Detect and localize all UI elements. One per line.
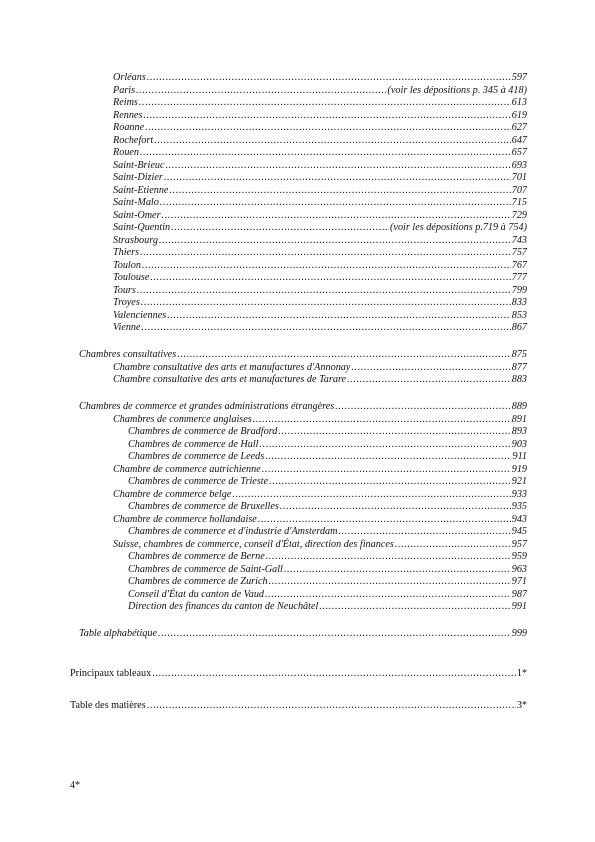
toc-entry xyxy=(113,197,527,209)
dot-leader xyxy=(136,85,386,97)
toc-entry-title: Rennes xyxy=(113,109,143,121)
toc-entry-page: 853 xyxy=(511,309,527,321)
dot-leader xyxy=(142,322,511,334)
toc-entry-page: 919 xyxy=(511,463,527,475)
dot-leader xyxy=(338,526,510,538)
dot-leader xyxy=(159,235,511,247)
toc-entry-page: 867 xyxy=(511,322,527,333)
toc-entry-title: Chambres de commerce et grandes administrations étrangères xyxy=(79,401,335,412)
toc-entry-title: Rochefort xyxy=(113,134,154,146)
toc-entry xyxy=(70,700,527,712)
toc-entry xyxy=(128,501,527,513)
dot-leader xyxy=(280,501,511,513)
toc-entry-page: 875 xyxy=(511,349,527,360)
toc-entry xyxy=(113,539,527,551)
dot-leader xyxy=(347,374,511,386)
dot-leader xyxy=(253,414,511,426)
toc-entry-page: 921 xyxy=(511,476,527,487)
toc-entry-title: Chambres de commerce anglaises xyxy=(113,413,252,425)
toc-entry xyxy=(70,668,527,680)
toc-entry xyxy=(79,628,527,640)
toc-entry-title: Saint-Brieuc xyxy=(113,159,165,171)
toc-entry-page: (voir les dépositions p.719 à 754) xyxy=(390,222,527,233)
toc-entry xyxy=(128,564,527,576)
dot-leader xyxy=(232,489,510,501)
toc-entry xyxy=(113,72,527,84)
toc-entry-page: 903 xyxy=(511,438,527,450)
dot-leader xyxy=(139,97,511,109)
toc-entry xyxy=(113,260,527,272)
dot-leader xyxy=(177,349,510,361)
dot-leader xyxy=(143,110,510,122)
toc-entry-page: 991 xyxy=(511,601,527,612)
toc-entry-title: Chambres de commerce de Berne xyxy=(128,551,265,562)
dot-leader xyxy=(269,476,511,488)
toc-entry-title: Saint-Dizier xyxy=(113,172,163,183)
toc-entry-page: 707 xyxy=(511,184,527,196)
dot-leader xyxy=(351,362,510,374)
toc-entry-title: Chambres consultatives xyxy=(79,349,177,360)
toc-entry-title: Chambre de commerce belge xyxy=(113,488,232,500)
toc-entry xyxy=(113,489,527,501)
toc-entry-page: 693 xyxy=(511,159,527,171)
dot-leader xyxy=(262,464,511,476)
toc-entry-title: Chambres de commerce de Zurich xyxy=(128,576,268,587)
toc-entry-title: Table des matières xyxy=(70,699,146,711)
toc-entry-page: 999 xyxy=(511,628,527,639)
toc-entry-title: Saint-Malo xyxy=(113,197,159,208)
toc-entry-page: 911 xyxy=(512,451,527,462)
toc-entry-page: 777 xyxy=(511,272,527,283)
toc-entry-title: Saint-Omer xyxy=(113,209,161,221)
toc-entry-title: Tours xyxy=(113,284,136,296)
toc-entry-title: Reims xyxy=(113,97,138,108)
toc-entry-page: 933 xyxy=(511,488,527,500)
toc-entry xyxy=(128,551,527,563)
dot-leader xyxy=(145,122,511,134)
toc-entry-page: 891 xyxy=(511,413,527,425)
toc-entry-title: Rouen xyxy=(113,147,140,158)
toc-entry-page: 657 xyxy=(511,147,527,158)
dot-leader xyxy=(140,247,511,259)
dot-leader xyxy=(278,426,510,438)
toc-entry-page: 3* xyxy=(516,699,527,711)
toc-entry-title: Chambre consultative des arts et manufactures de Tarare xyxy=(113,374,347,385)
dot-leader xyxy=(162,210,511,222)
toc-entry xyxy=(113,464,527,476)
toc-entry-page: 833 xyxy=(511,297,527,308)
dot-leader xyxy=(166,160,511,172)
toc-entry-title: Conseil d'État du canton de Vaud xyxy=(128,588,265,600)
dot-leader xyxy=(265,451,511,463)
toc-entry-page: 945 xyxy=(511,526,527,537)
dot-leader xyxy=(169,185,510,197)
toc-entry xyxy=(113,374,527,386)
dot-leader xyxy=(335,401,511,413)
toc-entry-page: 889 xyxy=(511,401,527,412)
dot-leader xyxy=(147,72,511,84)
toc-entry xyxy=(128,426,527,438)
dot-leader xyxy=(395,539,511,551)
toc-entry-title: Chambre consultative des arts et manufactures d'Annonay xyxy=(113,361,351,373)
toc-entry-page: 767 xyxy=(511,259,527,271)
dot-leader xyxy=(141,297,511,309)
toc-entry-page: 957 xyxy=(511,538,527,550)
toc-entry-page: 935 xyxy=(511,501,527,512)
toc-entry-title: Chambre de commerce autrichienne xyxy=(113,463,261,475)
toc-entry-title: Orléans xyxy=(113,72,146,83)
toc-entry xyxy=(113,414,527,426)
toc-entry xyxy=(113,310,527,322)
toc-entry xyxy=(113,185,527,197)
toc-entry-page: 619 xyxy=(511,109,527,121)
dot-leader xyxy=(269,576,511,588)
toc-entry-title: Chambres de commerce de Bruxelles xyxy=(128,501,279,512)
toc-entry-page: 715 xyxy=(511,197,527,208)
toc-entry-page: 959 xyxy=(511,551,527,562)
dot-leader xyxy=(154,135,511,147)
toc-entry-title: Chambres de commerce de Bradford xyxy=(128,426,278,437)
toc-entry xyxy=(113,514,527,526)
toc-entry-title: Chambres de commerce de Trieste xyxy=(128,476,269,487)
toc-entry xyxy=(113,135,527,147)
dot-leader xyxy=(150,272,510,284)
toc-entry xyxy=(128,451,527,463)
toc-entry xyxy=(113,147,527,159)
toc-entry-title: Chambres de commerce et d'industrie d'Amsterdam xyxy=(128,526,338,537)
toc-entry-title: Chambres de commerce de Leeds xyxy=(128,451,265,462)
dot-leader xyxy=(319,601,510,613)
toc-entry-page: 799 xyxy=(511,284,527,296)
toc-entry-page: 971 xyxy=(511,576,527,587)
toc-entry-title: Vienne xyxy=(113,322,141,333)
toc-entry-page: 883 xyxy=(511,374,527,385)
toc-entry-title: Chambres de commerce de Saint-Gall xyxy=(128,563,283,575)
toc-entry-title: Strasbourg xyxy=(113,234,158,246)
toc-entry xyxy=(113,210,527,222)
toc-entry xyxy=(113,272,527,284)
toc-entry-title: Direction des finances du canton de Neuchâtel xyxy=(128,601,319,612)
dot-leader xyxy=(266,551,511,563)
dot-leader xyxy=(152,668,516,680)
toc-entry-page: 647 xyxy=(511,134,527,146)
toc-entry-page: 743 xyxy=(511,234,527,246)
dot-leader xyxy=(147,700,516,712)
toc-entry xyxy=(113,172,527,184)
toc-entry-title: Chambre de commerce hollandaise xyxy=(113,513,257,525)
toc-entry-page: 701 xyxy=(511,172,527,183)
toc-entry-title: Saint-Etienne xyxy=(113,184,169,196)
dot-leader xyxy=(160,197,511,209)
dot-leader xyxy=(167,310,511,322)
page-number-footer: 4* xyxy=(70,780,80,791)
toc-entry-page: 1* xyxy=(516,667,527,679)
toc-entry xyxy=(128,601,527,613)
toc-entry xyxy=(113,110,527,122)
toc-entry-title: Saint-Quentin xyxy=(113,222,171,233)
dot-leader xyxy=(140,147,511,159)
dot-leader xyxy=(260,439,511,451)
toc-entry-page: 613 xyxy=(511,97,527,108)
toc-entry xyxy=(128,476,527,488)
toc-entry xyxy=(113,247,527,259)
toc-entry-page: 963 xyxy=(511,563,527,575)
toc-entry-title: Table alphabétique xyxy=(79,628,158,639)
toc-entry-page: 877 xyxy=(511,361,527,373)
toc-entry xyxy=(113,235,527,247)
toc-entry-page: 893 xyxy=(511,426,527,437)
toc-entry xyxy=(113,297,527,309)
toc-entry xyxy=(113,322,527,334)
toc-entry xyxy=(79,401,527,413)
toc-entry xyxy=(113,362,527,374)
toc-entry xyxy=(113,285,527,297)
dot-leader xyxy=(265,589,511,601)
toc-entry xyxy=(128,589,527,601)
toc-entry-title: Toulouse xyxy=(113,272,150,283)
toc-entry-page: 987 xyxy=(511,588,527,600)
toc-entry xyxy=(79,349,527,361)
toc-entry-title: Paris xyxy=(113,84,136,96)
toc-entry-page: 729 xyxy=(511,209,527,221)
dot-leader xyxy=(137,285,511,297)
toc-entry-title: Principaux tableaux xyxy=(70,667,152,679)
toc-entry xyxy=(113,222,527,234)
toc-entry-page: 627 xyxy=(511,122,527,133)
toc-entry xyxy=(113,97,527,109)
toc-entry-page: (voir les dépositions p. 345 à 418) xyxy=(387,84,527,96)
dot-leader xyxy=(158,628,511,640)
toc-entry-title: Roanne xyxy=(113,122,145,133)
dot-leader xyxy=(258,514,511,526)
toc-entry-title: Valenciennes xyxy=(113,309,167,321)
dot-leader xyxy=(171,222,389,234)
toc-entry-title: Troyes xyxy=(113,297,140,308)
toc-entry-title: Chambres de commerce de Hull xyxy=(128,438,259,450)
toc-entry-page: 597 xyxy=(511,72,527,83)
toc-entry xyxy=(128,576,527,588)
toc-entry-title: Toulon xyxy=(113,259,141,271)
dot-leader xyxy=(284,564,511,576)
toc-entry xyxy=(113,122,527,134)
dot-leader xyxy=(142,260,511,272)
toc-entry xyxy=(113,85,527,97)
toc-entry xyxy=(113,160,527,172)
dot-leader xyxy=(164,172,511,184)
toc-entry xyxy=(128,439,527,451)
toc-entry-title: Thiers xyxy=(113,247,140,258)
toc-entry-page: 943 xyxy=(511,513,527,525)
toc-entry-title: Suisse, chambres de commerce, conseil d'État, direction des finances xyxy=(113,538,394,550)
toc-entry xyxy=(128,526,527,538)
toc-entry-page: 757 xyxy=(511,247,527,258)
